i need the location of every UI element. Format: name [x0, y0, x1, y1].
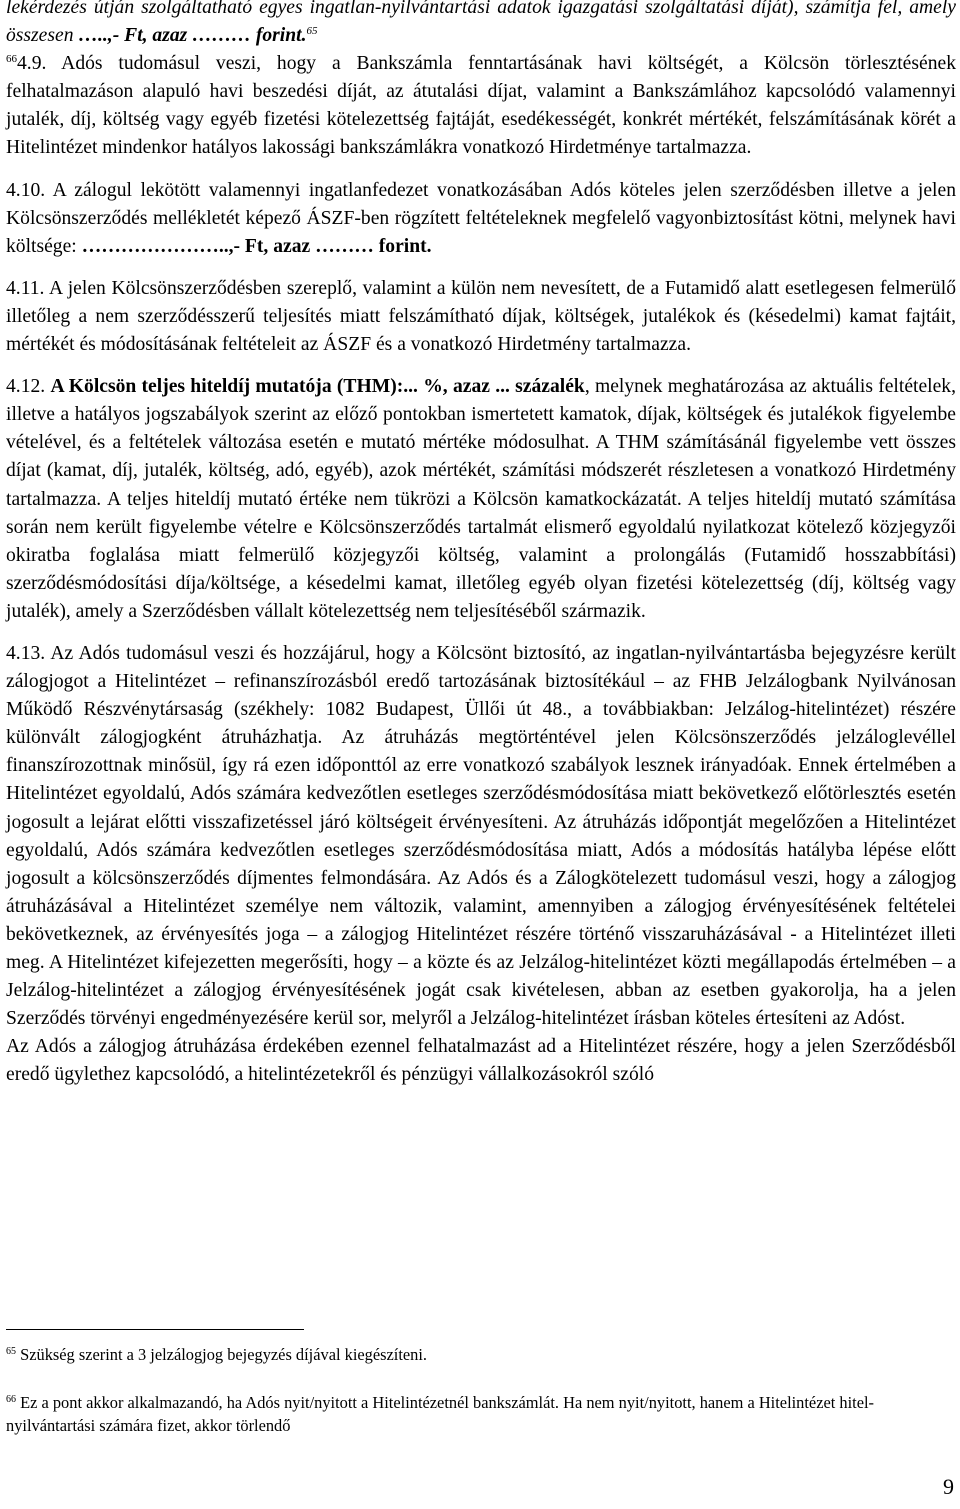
paragraph-4-10	[6, 177, 956, 261]
footnote-separator	[6, 1329, 304, 1330]
section-number-4-9: 4.9.	[17, 53, 47, 75]
footnote-65	[6, 1343, 952, 1366]
footnote-text: Ez a pont akkor alkalmazandó, ha Adós nyit/nyitott a Hitelintézetnél bankszámlát. Ha nem nyit/nyitott, hanem a Hitelintézet hitel-nyilvántartási számára fizet, akkor törlendő	[6, 1393, 874, 1435]
top-text: lekérdezés útján szolgáltatható egyes ingatlan-nyilvántartási adatok igazgatási szolgáltatási díját), számítja fel, amely összesen	[6, 0, 956, 47]
paragraph-4-9	[6, 50, 956, 162]
amount-blank-4-10: …………………..,- Ft, azaz ……… forint.	[81, 235, 432, 257]
section-number-4-11: 4.11.	[6, 277, 45, 299]
footnote-number: 66	[6, 1394, 16, 1405]
continuation-text: Az Adós a zálogjog átruházása érdekében ezennel felhatalmazást ad a Hitelintézet részére, hogy a jelen Szerződésből eredő ügylethez kapcsolódó, a hitelintézetekről és pénzügyi vállalkozásokról szóló	[6, 1036, 956, 1086]
paragraph-4-13-continuation	[6, 1033, 956, 1089]
section-number-4-10: 4.10.	[6, 179, 46, 201]
footnote-text: Szükség szerint a 3 jelzálogjog bejegyzés díjával kiegészíteni.	[20, 1345, 428, 1364]
section-text-4-13: Az Adós tudomásul veszi és hozzájárul, hogy a Kölcsönt biztosító, az ingatlan-nyilvántartásba bejegyzésre került zálogjogot a Hitelintézet – refinanszírozásból eredő tartozásának biztosítékául – az FHB Jelzálogbank Nyilvánosan Működő Részvénytársaság (székhely: 1082 Budapest, Üllői út 48., a továbbiakban: Jelzálog-hitelintézet) részére különvált zálogjogként átruházhatja. Az átruházás megtörténtével jelen Kölcsönszerződés jelzáloglevéllel finanszírozottnak minősül, így rá ezen időponttól az erre vonatkozó szabályok lesznek irányadóak. Ennek értelmében a Hitelintézet egyoldalú, Adós számára kedvezőtlen esetleges szerződésmódosítása miatt bekövetkező előtörlesztés esetén jogosult a lejárat előtti visszafizetéssel járó költségeit érvényesíteni. Az átruházás időpontját megelőzően a Hitelintézet egyoldalú, Adós számára kedvezőtlen esetleges szerződésmódosítása miatt, Adós a módosítás hatályba lépése előtt jogosult a kölcsönszerződés díjmentes felmondására. Az Adós és a Zálogkötelezett tudomásul veszi, hogy a zálogjog átruházásával a Hitelintézet személye nem változik, valamint, amennyiben a zálogjog érvényesítésének feltételei bekövetkeznek, az érvényesítés joga – a zálogjog Hitelintézet részére történő visszaruházásával - a Hitelintézet illeti meg. A Hitelintézet kifejezetten megerősíti, hogy – a közte és az Jelzálog-hitelintézet közti megállapodás értelmében – a Jelzálog-hitelintézet a zálogjog érvényesítésének jogát csak kivételesen, abban az esetben gyakorolja, ha a jelen Szerződés törvényi engedményezésére kerül sor, melyről a Jelzálog-hitelintézet írásban köteles értesíteni az Adóst.	[6, 642, 956, 1030]
footnote-ref-65: 65	[306, 25, 318, 38]
document-page	[6, 0, 956, 1089]
paragraph-4-13	[6, 640, 956, 1033]
section-text-4-10: A zálogul lekötött valamennyi ingatlanfedezet vonatkozásában Adós köteles jelen szerződésben illetve a jelen Kölcsönszerződés mellékletét képező ÁSZF-ben rögzített feltételeknek megfelelő vagyonbiztosítást kötni, melynek havi költsége:	[6, 179, 956, 257]
section-text-4-9: Adós tudomásul veszi, hogy a Bankszámla fenntartásának havi költségét, a Kölcsön törlesztésének felhatalmazáson alapuló havi beszedési díját, az átutalási díjat, valamint a Bankszámlához kapcsolódó valamennyi jutalék, díj, költség vagy egyéb fizetési kötelezettség fajtáját, esedékességét, konkrét mértékét, felszámításának körét a Hitelintézet mindenkor hatályos lakossági bankszámlákra vonatkozó Hirdetménye tartalmazza.	[6, 53, 956, 159]
footnote-number: 65	[6, 1346, 16, 1357]
paragraph-4-12	[6, 373, 956, 626]
section-number-4-12: 4.12.	[6, 376, 46, 398]
section-text-4-11: A jelen Kölcsönszerződésben szereplő, valamint a külön nem nevesített, de a Futamidő alatt esetlegesen felmerülő illetőleg a nem szerződésszerű teljesítés miatt felszámítható díjak, költségek, jutalékok és (késedelmi) kamat fajtáit, mértékét és módosításának feltételeit az ÁSZF és a vonatkozó Hirdetmény tartalmazza.	[6, 277, 956, 356]
thm-heading: A Kölcsön teljes hiteldíj mutatója (THM):... %, azaz ... százalék	[50, 376, 585, 398]
paragraph-4-11	[6, 275, 956, 359]
section-number-4-13: 4.13.	[6, 642, 46, 664]
paragraph-top-continuation	[6, 0, 956, 50]
section-text-4-12: , melynek meghatározása az aktuális feltételek, illetve a hatályos jogszabályok szerint az előző pontokban ismertetett kamatok, díjak, költségek és jutalékok figyelembe vételével, és a feltételek változása esetén e mutató mértéke módosulhat. A THM számításánál figyelembe vett összes díjat (kamat, díj, jutalék, költség, adó, egyéb), azok mértékét, számítási módszerét részletesen a vonatkozó Hirdetmény tartalmazza. A teljes hiteldíj mutató értéke nem tükrözi a Kölcsön kamatkockázatát. A teljes hiteldíj mutató számítása során nem került figyelembe vételre e Kölcsönszerződés tartalmát elismerő egyoldalú nyilatkozat kötelező közjegyzői okiratba foglalása miatt felmerülő közjegyzői költség, valamint a prolongálás (Futamidő hosszabbítási) szerződésmódosítási díja/költsége, a késedelmi kamat, illetőleg egyéb olyan fizetési kötelezettség (díj, költség vagy jutalék), amely a Szerződésben vállalt kötelezettség nem teljesítéséből származik.	[6, 376, 956, 622]
footnote-ref-66: 66	[6, 53, 17, 66]
page-number: 9	[943, 1474, 954, 1499]
top-amount-blank: …..,- Ft, azaz ……… forint.	[78, 25, 307, 47]
footnote-66	[6, 1391, 952, 1437]
